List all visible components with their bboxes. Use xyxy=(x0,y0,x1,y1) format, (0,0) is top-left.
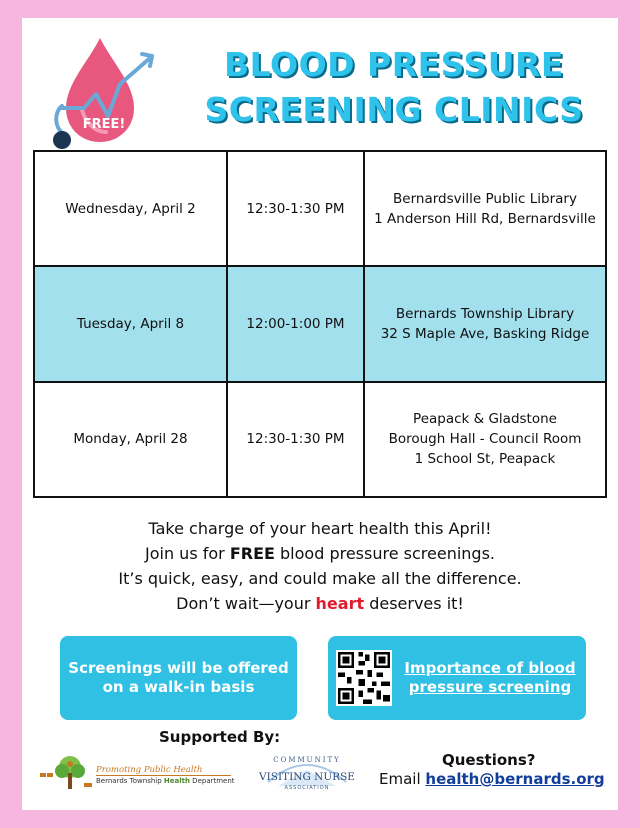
location-line: Bernardsville Public Library xyxy=(393,190,577,207)
bth-name xyxy=(96,777,235,785)
message-line-4 xyxy=(22,591,618,616)
email-label: Email xyxy=(379,770,426,788)
title-line-1: BLOOD PRESSURE xyxy=(224,45,564,84)
schedule-table xyxy=(33,150,607,498)
screening-importance-link[interactable]: Importance of blood pressure screening xyxy=(404,659,576,696)
location-cell xyxy=(364,382,606,497)
location-line: 1 School St, Peapack xyxy=(414,451,556,468)
table-row xyxy=(34,382,606,497)
email-link[interactable]: health@bernards.org xyxy=(425,770,605,788)
message-text: deserves it! xyxy=(364,594,464,613)
table-row xyxy=(34,151,606,266)
message-line-3: It’s quick, easy, and could make all the difference. xyxy=(118,569,522,588)
qr-code-icon[interactable] xyxy=(336,650,392,706)
bth-name-part: Health xyxy=(163,777,190,785)
walk-in-info-box xyxy=(60,636,297,720)
free-emphasis: FREE xyxy=(229,544,275,563)
date-cell: Wednesday, April 2 xyxy=(34,151,227,266)
time-cell: 12:30-1:30 PM xyxy=(227,382,364,497)
heart-emphasis: heart xyxy=(315,594,365,613)
promo-message xyxy=(22,516,618,616)
time-cell: 12:00-1:00 PM xyxy=(227,266,364,381)
location-line: Bernards Township Library xyxy=(395,305,575,322)
bernards-health-logo xyxy=(40,753,235,797)
location-cell xyxy=(364,151,606,266)
bth-name-part: Department xyxy=(189,777,235,785)
free-badge: FREE! xyxy=(82,117,126,132)
divider xyxy=(96,775,231,776)
vna-logo xyxy=(248,752,366,796)
vna-top-text: COMMUNITY xyxy=(273,756,341,764)
flyer xyxy=(22,18,618,810)
message-line-2 xyxy=(22,541,618,566)
tree-icon xyxy=(40,753,94,797)
contact-email xyxy=(379,770,605,788)
message-line-1: Take charge of your heart health this April! xyxy=(148,519,492,538)
message-text: Join us for xyxy=(145,544,230,563)
vna-bottom-text: ASSOCIATION xyxy=(284,785,330,791)
location-line: 32 S Maple Ave, Basking Ridge xyxy=(380,325,590,342)
bth-name-part: Bernards Township xyxy=(96,777,164,785)
title-line-2: SCREENING CLINICS xyxy=(204,90,584,129)
location-line: Peapack & Gladstone xyxy=(413,411,557,428)
table-row xyxy=(34,266,606,381)
date-cell: Monday, April 28 xyxy=(34,382,227,497)
bth-tagline: Promoting Public Health xyxy=(96,765,203,775)
questions-label: Questions? xyxy=(442,751,536,769)
time-cell: 12:30-1:30 PM xyxy=(227,151,364,266)
screening-info-box[interactable] xyxy=(328,636,586,720)
walk-in-text: Screenings will be offered on a walk-in basis xyxy=(68,659,289,696)
message-text: blood pressure screenings. xyxy=(274,544,495,563)
location-line: Borough Hall - Council Room xyxy=(388,431,582,448)
supported-by-label: Supported By: xyxy=(159,728,281,746)
blood-drop-icon xyxy=(42,24,172,154)
date-cell: Tuesday, April 8 xyxy=(34,266,227,381)
page-title xyxy=(182,42,606,132)
message-text: Don’t wait—your xyxy=(176,594,316,613)
vna-main-text: VISITING NURSE xyxy=(259,771,355,783)
location-cell xyxy=(364,266,606,381)
location-line: 1 Anderson Hill Rd, Bernardsville xyxy=(374,210,596,227)
